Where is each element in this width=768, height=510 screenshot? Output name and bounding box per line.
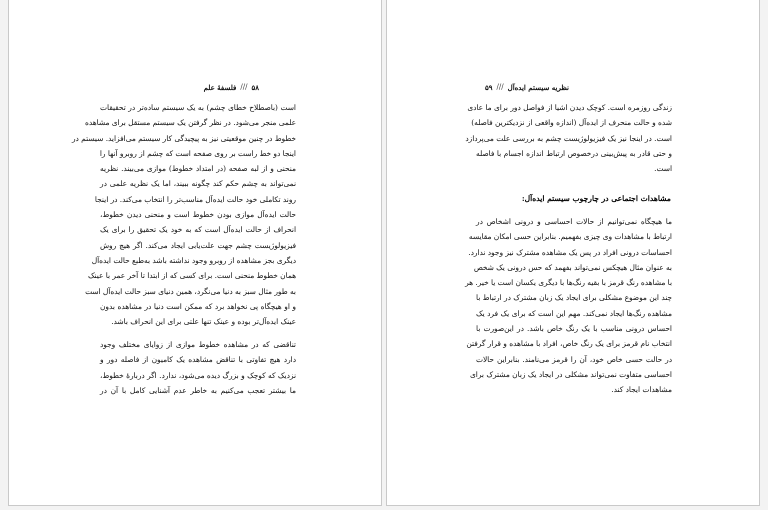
text-line: احساس درونی مناسب با یک رنگ خاص باشد. در این‌صورت با <box>476 324 672 334</box>
page-number: ۵۸ <box>251 82 259 92</box>
text-line: نمی‌تواند به چشم حکم کند چگونه ببیند، اما یک نظریه علمی در <box>100 179 296 189</box>
section-heading: مشاهدات اجتماعی در چارچوب سیستم ایده‌آل: <box>521 194 671 203</box>
text-line: و او هیچگاه پی نخواهد برد که ممکن است دنیا در مشاهده بدون <box>100 301 296 311</box>
text-line: ارتباط با مشاهدات وی چیزی بفهمیم. بنابراین حسی امکان مقایسه <box>468 232 672 242</box>
header-title: فلسفهٔ علم <box>203 82 237 92</box>
page-header <box>485 81 569 93</box>
text-line: و حتی قادر به پیش‌بینی درخصوص ارتباط اندازه اجسام با فاصله <box>476 148 672 158</box>
text-line: مشاهده رنگ‌ها ایجاد نمی‌کند. مهم این است که برای یک فرد یک <box>476 308 672 318</box>
text-line: زندگی روزمره است. کوچک دیدن اشیا از فواصل دور برای ما عادی <box>467 103 672 112</box>
text-line: دیگری بجز مشاهده از روبرو وجود نداشته باشد به‌طبع حالت ایده‌آل <box>91 255 296 265</box>
text-line: عینک ایده‌آل‌تر بوده و عینک تنها علتی برای این انحراف باشد. <box>111 317 296 327</box>
text-line: دارد هیچ تفاوتی با تناقض مشاهده یک کامیون از فاصله دور و <box>100 355 296 365</box>
text-line: حالت ایده‌آل موازی بودن خطوط است و منحنی دیدن خطوط، <box>100 210 296 220</box>
text-line: همان خطوط منحنی است. برای کسی که از ابتدا تا آخر عمر با عینک <box>87 271 296 281</box>
text-line: شده و حالت منحرف از ایده‌آل (اندازه واقعی از نزدیکترین فاصله) <box>471 118 672 128</box>
page-58 <box>8 0 382 506</box>
text-line: چند این موضوع مشکلی برای ایجاد یک زبان مشترک در ارتباط با <box>476 293 672 303</box>
text-line: ما هیچگاه نمی‌توانیم از حالات احساسی و درونی اشخاص در <box>476 217 672 226</box>
text-line: انتخاب نام قرمز برای یک رنگ خاص، افراد با مشاهده و قرار گرفتن <box>466 339 672 349</box>
text-line: احساسات درونی افراد در پس یک مشاهده مشترک نیز وجود ندارد. <box>468 247 672 257</box>
paragraph <box>71 100 296 329</box>
text-line: است. در اینجا نیز یک فیزیولوژیست چشم به بررسی علت می‌پردازد <box>465 133 672 143</box>
paragraph <box>465 214 672 398</box>
text-line: نزدیک که کوچک و بزرگ دیده می‌شود، ندارد. اگر دربارهٔ خطوط، <box>100 370 296 380</box>
text-line: خطوط در چنین موقعیتی نیز به پیچیدگی کار سیستم می‌افزاید. سیستم در <box>71 133 296 143</box>
header-title: نظریه سیستم ایده‌آل <box>507 82 569 92</box>
text-line: مشاهدات ایجاد کند. <box>611 385 672 395</box>
text-line: در حالت حسی خاص خود، آن را قرمز می‌نامند. بنابراین حالات <box>476 354 672 364</box>
header-separator: /// <box>240 83 248 91</box>
header-separator: /// <box>496 83 504 91</box>
text-line: فیزیولوژیست چشم جهت علت‌یابی ایجاد می‌کند. اگر هیچ روش <box>100 240 296 250</box>
text-line: روند تکاملی خود حالت ایده‌آل مناسب‌تر را انتخاب می‌کند. در اینجا <box>94 194 296 204</box>
paragraph <box>465 100 672 176</box>
text-line: به عنوان مثال هیچکس نمی‌تواند بفهمد که حس درونی یک شخص <box>473 262 672 272</box>
text-line: است (باصطلاح خطای چشم) به یک سیستم ساده‌تر در تحقیقات <box>100 103 296 112</box>
text-line: تناقضی که در مشاهده خطوط موازی از زوایای مختلف وجود <box>100 340 296 349</box>
text-line: انحراف از حالت ایده‌آل است که به خود یک تحقیق را برای یک <box>100 225 296 235</box>
text-line: منحنی و از لبه صفحه (در امتداد خطوط) موازی می‌بیند. نظریه <box>100 164 296 174</box>
text-line: به طور مثال سبز به دنیا می‌نگرد، همین دنیای سبز حالت ایده‌آل است <box>85 286 296 296</box>
page-header <box>204 81 259 93</box>
page-59 <box>386 0 760 506</box>
paragraph <box>100 337 296 398</box>
text-line: احساسی متفاوت نمی‌تواند مشکلی در ایجاد یک زبان مشترک برای <box>470 369 672 379</box>
page-number: ۵۹ <box>485 82 493 92</box>
text-line: اینجا دو خط راست بر روی صفحه است که چشم از روبرو آنها را <box>99 148 296 158</box>
text-line: با مشاهده رنگ قرمز با بقیه رنگ‌ها با دیگری یکسان است یا خیر. هر <box>465 278 672 288</box>
text-line: ما بیشتر تعجب می‌کنیم به خاطر عدم آشنایی کامل با آن در <box>100 385 296 395</box>
text-line: علمی منجر می‌شود. در نظر گرفتن یک سیستم مستقل برای مشاهده <box>84 118 296 128</box>
text-line: است. <box>654 164 672 174</box>
